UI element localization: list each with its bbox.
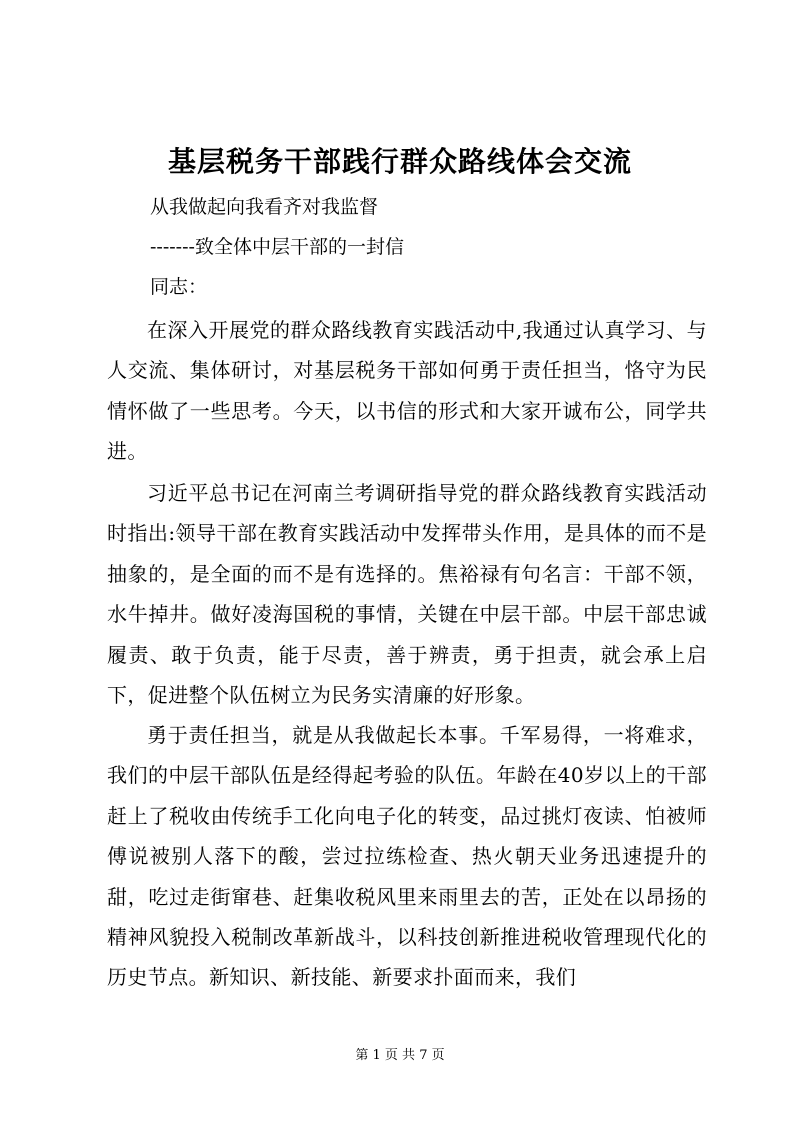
paragraph-1: 在深入开展党的群众路线教育实践活动中,我通过认真学习、与人交流、集体研讨，对基层税务干部如何勇于责任担当，恪守为民情怀做了一些思考。今天，以书信的形式和大家开诚布公，同学共进。 [107,318,707,464]
paragraph-3: 勇于责任担当，就是从我做起长本事。千军易得，一将难求，我们的中层干部队伍是经得起考验的队伍。年龄在40岁以上的干部赶上了税收由传统手工化向电子化的转变，品过挑灯夜读、怕被师傅说被别人落下的酸，尝过拉练检查、热火朝天业务迅速提升的甜，吃过走街窜巷、赶集收税风里来雨里去的苦，正处在以昂扬的精神风貌投入税制改革新战斗，以科技创新推进税收管理现代化的历史节点。新知识、新技能、新要求扑面而来，我们 [107,723,707,990]
paragraph-2: 习近平总书记在河南兰考调研指导党的群众路线教育实践活动时指出:领导干部在教育实践活动中发挥带头作用，是具体的而不是抽象的，是全面的而不是有选择的。焦裕禄有句名言：干部不领，水牛掉井。做好凌海国税的事情，关键在中层干部。中层干部忠诚履责、敢于负责，能于尽责，善于辨责，勇于担责，就会承上启下，促进整个队伍树立为民务实清廉的好形象。 [107,481,707,708]
document-subtitle: 从我做起向我看齐对我监督 [150,196,379,218]
greeting: 同志： [150,276,208,298]
document-title: 基层税务干部践行群众路线体会交流 [167,145,632,178]
letter-heading: -------致全体中层干部的一封信 [150,236,404,258]
page-footer: 第 1 页 共 7 页 [355,1048,445,1063]
